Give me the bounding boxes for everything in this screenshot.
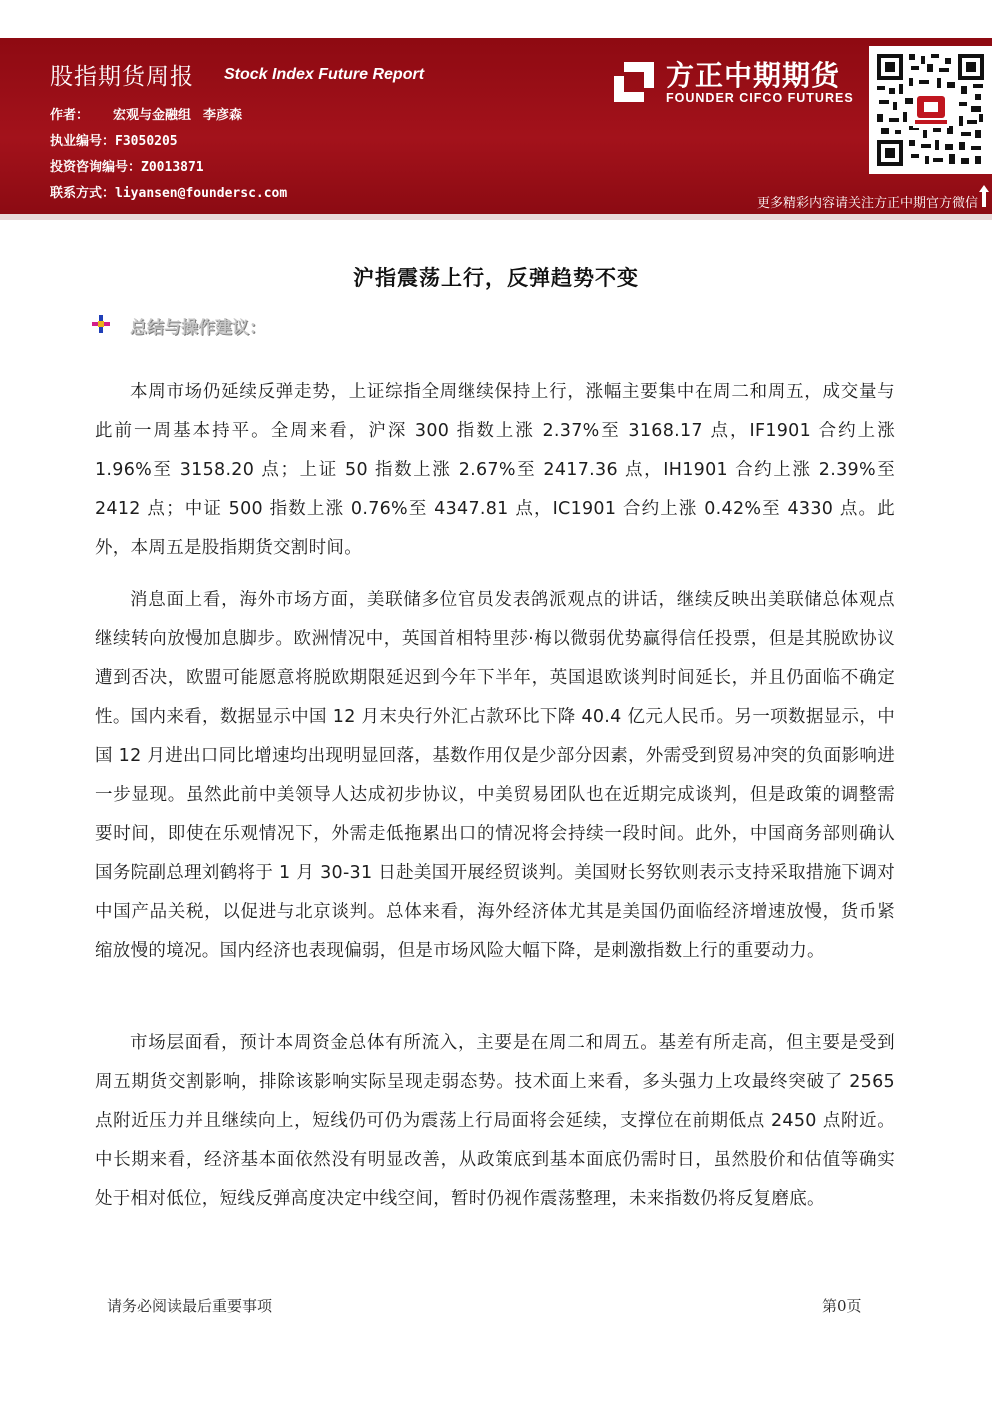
paragraph-market-level: 市场层面看，预计本周资金总体有所流入，主要是在周二和周五。基差有所走高，但主要是受到周五期货交割影响，排除该影响实际呈现走弱态势。技术面上来看，多头强力上攻最终突破了 2565 点附近压力并且继续向上，短线仍可仍为震荡上行局面将会延续，支撑位在前期低点 2450 点附近。中长期来看，经济基本面依然没有明显改善，从政策底到基本面底仍需时日，虽然股价和估值等确实处于相对低位，短线反弹高度决定中线空间，暂时仍视作震荡整理，未来指数仍将反复磨底。 — [95, 1032, 895, 1209]
contact-email[interactable]: liyansen@foundersc.com — [115, 186, 288, 201]
up-arrow-icon — [978, 184, 990, 208]
author-row — [50, 104, 242, 123]
report-header-banner — [0, 38, 992, 220]
section-heading-text: 总结与操作建议： — [130, 318, 266, 338]
company-logo — [610, 56, 860, 112]
document-title: 沪指震荡上行，反弹趋势不变 — [353, 266, 639, 290]
page-number: 第0页 — [822, 1297, 862, 1315]
license-row — [50, 130, 178, 149]
advisor-number: Z0013871 — [141, 160, 204, 175]
license-number: F3050205 — [115, 134, 178, 149]
wechat-qr-code — [869, 46, 992, 174]
logo-text-cn: 方正中期期货 — [666, 59, 841, 92]
report-title-en: Stock Index Future Report — [224, 66, 425, 83]
author-name: 李彦森 — [203, 108, 243, 123]
header-bottom-band — [0, 214, 992, 220]
advisor-row — [50, 156, 204, 175]
author-label: 作者： — [50, 108, 90, 123]
qr-code-icon — [875, 52, 986, 168]
author-team: 宏观与金融组 — [113, 108, 192, 123]
founder-logo-icon — [610, 58, 658, 106]
footer-notice: 请务必阅读最后重要事项 — [107, 1297, 273, 1315]
logo-text-en: FOUNDER CIFCO FUTURES — [666, 91, 854, 105]
follow-wechat-text: 更多精彩内容请关注方正中期官方微信 — [756, 196, 978, 211]
license-label: 执业编号： — [50, 134, 116, 149]
contact-label: 联系方式： — [50, 186, 116, 201]
report-title-cn: 股指期货周报 — [50, 64, 194, 90]
contact-row — [50, 182, 287, 201]
advisor-label: 投资咨询编号： — [50, 160, 142, 175]
paragraph-market-summary: 本周市场仍延续反弹走势，上证综指全周继续保持上行，涨幅主要集中在周二和周五，成交量与此前一周基本持平。全周来看，沪深 300 指数上涨 2.37%至 3168.17 点，IF1901 合约上涨 1.96%至 3158.20 点；上证 50 指数上涨 2.67%至 2417.36 点，IH1901 合约上涨 2.39%至 2412 点；中证 500 指数上涨 0.76%至 4347.81 点，IC1901 合约上涨 0.42%至 4330 点。此外，本周五是股指期货交割时间。 — [95, 381, 895, 558]
bullet-icon — [92, 315, 110, 333]
paragraph-news: 消息面上看，海外市场方面，美联储多位官员发表鸽派观点的讲话，继续反映出美联储总体观点继续转向放慢加息脚步。欧洲情况中，英国首相特里莎·梅以微弱优势赢得信任投票，但是其脱欧协议遭到否决，欧盟可能愿意将脱欧期限延迟到今年下半年，英国退欧谈判时间延长，并且仍面临不确定性。国内来看，数据显示中国 12 月末央行外汇占款环比下降 40.4 亿元人民币。另一项数据显示，中国 12 月进出口同比增速均出现明显回落，基数作用仅是少部分因素，外需受到贸易冲突的负面影响进一步显现。虽然此前中美领导人达成初步协议，中美贸易团队也在近期完成谈判，但是政策的调整需要时间，即使在乐观情况下，外需走低拖累出口的情况将会持续一段时间。此外，中国商务部则确认国务院副总理刘鹤将于 1 月 30-31 日赴美国开展经贸谈判。美国财长努钦则表示支持采取措施下调对中国产品关税，以促进与北京谈判。总体来看，海外经济体尤其是美国仍面临经济增速放慢，货币紧缩放慢的境况。国内经济也表现偏弱，但是市场风险大幅下降，是刺激指数上行的重要动力。 — [95, 589, 895, 962]
